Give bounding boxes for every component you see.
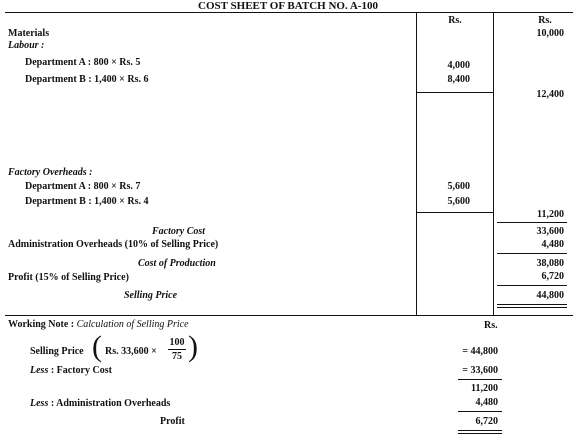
less-factory-cost <box>30 365 112 377</box>
fraction-denominator: 75 <box>172 351 182 362</box>
less-factory-label: : Factory Cost <box>50 365 112 376</box>
right-paren: ) <box>188 330 198 363</box>
labour-dept-a-value: 4,000 <box>447 60 470 71</box>
selling-price-label: Selling Price <box>124 290 178 301</box>
profit-value: 6,720 <box>541 271 564 282</box>
cost-of-production-value: 38,080 <box>536 258 564 269</box>
labour-dept-b-value: 8,400 <box>447 74 470 85</box>
labour-dept-a-label: Department A : 800 × Rs. 5 <box>25 57 141 68</box>
labour-total-value: 12,400 <box>536 89 564 100</box>
sheet-title: COST SHEET OF BATCH NO. A-100 <box>198 0 378 12</box>
title-underline <box>5 12 573 13</box>
fo-dept-a-value: 5,600 <box>447 181 470 192</box>
labour-dept-b-label: Department B : 1,400 × Rs. 6 <box>25 74 149 85</box>
working-note-label: Working Note : <box>8 319 75 330</box>
factory-cost-label: Factory Cost <box>152 226 206 237</box>
working-line-1 <box>458 379 502 380</box>
working-profit-label: Profit <box>160 416 185 427</box>
working-profit-double-line-1 <box>458 430 502 431</box>
labour-subtotal-line <box>416 92 493 93</box>
less-factory-italic: Less <box>30 365 49 376</box>
fo-dept-a-label: Department A : 800 × Rs. 7 <box>25 181 141 192</box>
col1-header: Rs. <box>448 15 462 26</box>
selling-price-double-line-2 <box>497 307 567 308</box>
profit-label: Profit (15% of Selling Price) <box>8 272 129 283</box>
col2-header: Rs. <box>538 15 552 26</box>
fo-total-line <box>497 222 567 223</box>
labour-label: Labour : <box>8 40 45 51</box>
selling-price-value: 44,800 <box>536 290 564 301</box>
selling-price-double-line-1 <box>497 304 567 305</box>
working-line-2 <box>458 411 502 412</box>
admin-overheads-value: 4,480 <box>541 239 564 250</box>
materials-label: Materials <box>8 28 50 39</box>
fraction-numerator: 100 <box>169 337 185 348</box>
working-profit-double-line-2 <box>458 433 502 434</box>
col-divider-right <box>493 12 494 315</box>
fraction-bar <box>168 349 186 350</box>
less-admin-value: 4,480 <box>475 397 498 408</box>
less-admin-label: : Administration Overheads <box>50 398 171 409</box>
less-admin-italic: Less <box>30 398 49 409</box>
less-factory-value: = 33,600 <box>462 365 498 376</box>
fo-total-value: 11,200 <box>537 209 564 220</box>
sp-formula-expr: Rs. 33,600 × <box>105 346 157 357</box>
cop-line <box>497 253 567 254</box>
fo-subtotal-line <box>416 212 493 213</box>
admin-overheads-label: Administration Overheads (10% of Selling Price) <box>8 239 219 250</box>
sp-formula-value: = 44,800 <box>462 346 498 357</box>
working-profit-value: 6,720 <box>475 416 498 427</box>
left-paren: ( <box>92 330 102 363</box>
less-admin <box>30 398 170 410</box>
fo-dept-b-label: Department B : 1,400 × Rs. 4 <box>25 196 149 207</box>
factory-overheads-label: Factory Overheads : <box>8 167 93 178</box>
selling-price-line <box>497 285 567 286</box>
col-divider-left <box>416 12 417 315</box>
working-subtotal-value: 11,200 <box>471 383 498 394</box>
cost-of-production-label: Cost of Production <box>138 258 216 269</box>
factory-cost-value: 33,600 <box>536 226 564 237</box>
table-bottom-rule <box>5 315 573 316</box>
working-rs-header: Rs. <box>484 320 498 331</box>
working-note-subtitle: Calculation of Selling Price <box>76 319 189 330</box>
fo-dept-b-value: 5,600 <box>447 196 470 207</box>
sp-formula-label: Selling Price <box>30 346 84 357</box>
materials-value: 10,000 <box>536 28 564 39</box>
